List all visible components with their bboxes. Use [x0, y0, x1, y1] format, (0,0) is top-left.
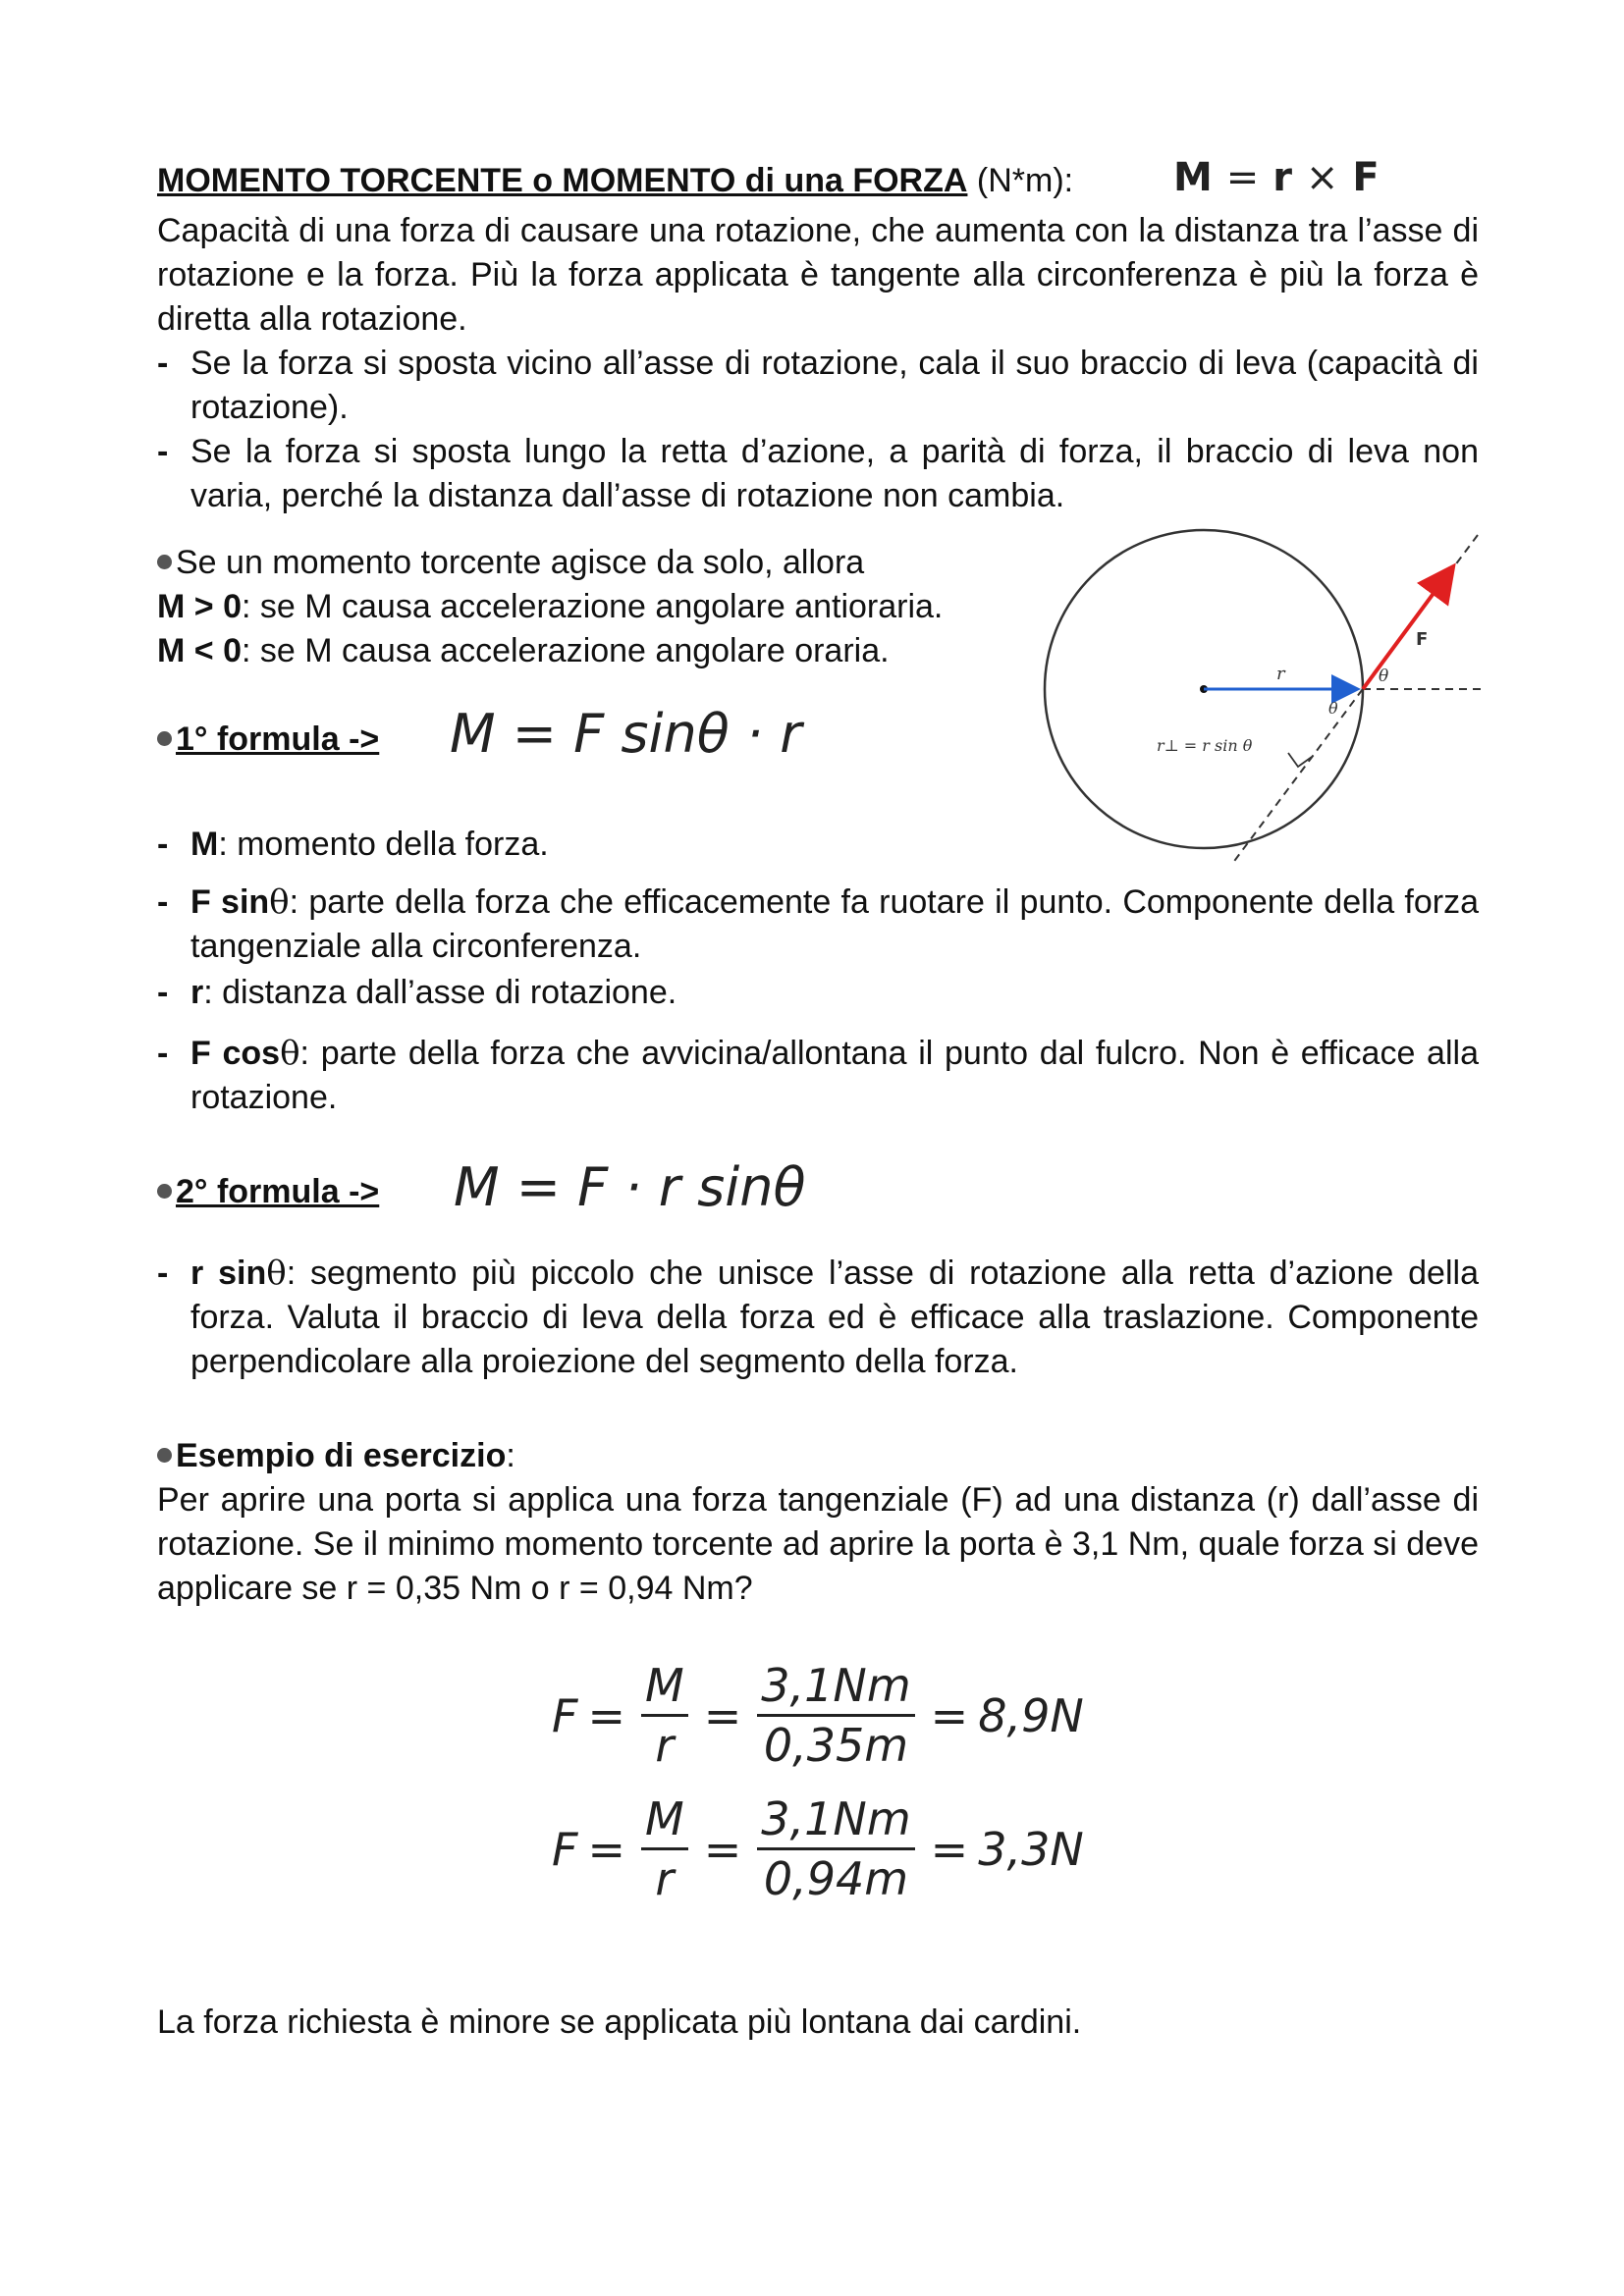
formula1-label-line [157, 718, 379, 761]
list-item [157, 430, 1479, 518]
dash-marker: - [157, 1255, 169, 1292]
example-text: Per aprire una porta si applica una forza tangenziale (F) ad una distanza (r) dall’asse di rotazione. Se il minimo momento torcente ad aprire la porta è 3,1 Nm, quale forza si deve applicare se r = 0,35 Nm o r = 0,94 Nm? [157, 1481, 1479, 1607]
definition-item [157, 1252, 1479, 1384]
formula-cross: × [1305, 155, 1339, 200]
negative-label: M < 0 [157, 632, 242, 669]
dash-marker: - [157, 433, 169, 470]
eq-sign: = [587, 1822, 626, 1876]
eq-result: 8,9N [978, 1688, 1084, 1742]
positive-text: : se M causa accelerazione angolare antioraria. [241, 588, 944, 625]
fraction-denominator: r [655, 1719, 675, 1772]
negative-line [157, 629, 890, 672]
definition-text: : distanza dall’asse di rotazione. [203, 974, 677, 1011]
definition-item [157, 971, 1479, 1015]
definition-text: : parte della forza che avvicina/allontana il punto dal fulcro. Non è efficace alla rotazione. [190, 1035, 1479, 1116]
list-item [157, 342, 1479, 430]
dash-marker: - [157, 974, 169, 1011]
definition-term: F cos [190, 1035, 281, 1072]
page-title: MOMENTO TORCENTE o MOMENTO di una FORZA [157, 162, 968, 199]
list-item-text: Se la forza si sposta vicino all’asse di rotazione, cala il suo braccio di leva (capacità di rotazione). [190, 345, 1479, 426]
fraction-numeric [757, 1792, 914, 1905]
force-vector [1363, 569, 1451, 689]
title-unit: (N*m): [967, 162, 1074, 199]
dash-marker: - [157, 345, 169, 382]
formula-eq: = [1225, 155, 1260, 200]
right-angle-mark [1288, 753, 1312, 767]
bullet-dot-icon [157, 731, 172, 746]
fraction-numerator: M [641, 1659, 688, 1717]
eq-sign: = [703, 1688, 742, 1742]
eq-result: 3,3N [978, 1822, 1084, 1876]
bullet-dot-icon [157, 1448, 172, 1463]
dash-marker: - [157, 883, 169, 921]
alone-text: Se un momento torcente agisce da solo, allora [176, 544, 865, 581]
eq-sign: = [587, 1688, 626, 1742]
definition-item [157, 881, 1479, 969]
definition-item [157, 823, 1479, 867]
fraction-symbolic [641, 1659, 688, 1772]
theta-symbol: θ [269, 882, 290, 922]
fraction-symbolic [641, 1792, 688, 1905]
example-label-line [157, 1434, 515, 1477]
eq-sign: = [930, 1688, 969, 1742]
formula1-expression: M = F sinθ · r [450, 703, 802, 765]
label-theta: θ [1379, 667, 1389, 686]
definition-term: F sin [190, 883, 270, 921]
theta-symbol: θ [266, 1254, 287, 1293]
eq-lhs: F [552, 1688, 578, 1742]
negative-text: : se M causa accelerazione angolare oraria. [241, 632, 890, 669]
positive-line [157, 585, 943, 628]
formula1-label: 1° formula -> [176, 721, 380, 758]
fraction-numerator: 3,1Nm [757, 1659, 914, 1717]
fraction-numeric [757, 1659, 914, 1772]
equation-1 [552, 1659, 1084, 1772]
fraction-numerator: 3,1Nm [757, 1792, 914, 1850]
list-item-text: Se la forza si sposta lungo la retta d’azione, a parità di forza, il braccio di leva non varia, perché la distanza dall’asse di rotazione non cambia. [190, 433, 1479, 514]
fraction-denominator: 0,94m [763, 1852, 909, 1905]
formula2-label: 2° formula -> [176, 1173, 380, 1210]
bullet-dot-icon [157, 555, 172, 569]
label-theta-2: θ [1328, 699, 1338, 718]
formula-M: M [1173, 155, 1213, 200]
definition-term: r sin [190, 1255, 267, 1292]
formula-F: F [1352, 155, 1380, 200]
example-label: Esempio di esercizio [176, 1437, 507, 1474]
fraction-denominator: 0,35m [763, 1719, 909, 1772]
torque-diagram [1031, 525, 1502, 874]
bullet-dot-icon [157, 1184, 172, 1199]
title-line [157, 159, 1073, 202]
label-r: r [1276, 664, 1285, 684]
formula-r: r [1272, 155, 1292, 200]
label-F: F [1416, 629, 1429, 650]
equation-2 [552, 1792, 1084, 1905]
definition-text: : momento della forza. [218, 826, 549, 863]
label-r-perp: r⊥ = r sin θ [1157, 736, 1253, 755]
fraction-numerator: M [641, 1792, 688, 1850]
intro-paragraph: Capacità di una forza di causare una rotazione, che aumenta con la distanza tra l’asse di rotazione e la forza. Più la forza applicata è tangente alla circonferenza è più la forza è diretta alla rotazione. [157, 212, 1479, 338]
definition-term: M [190, 826, 219, 863]
definition-text: : segmento più piccolo che unisce l’asse di rotazione alla retta d’azione della forza. Valuta il braccio di leva della forza ed è efficace alla traslazione. Componente perpendicolare alla proiezione del segmento della forza. [190, 1255, 1479, 1380]
definition-text: : parte della forza che efficacemente fa ruotare il punto. Componente della forza tangenziale alla circonferenza. [190, 883, 1480, 965]
theta-symbol: θ [280, 1034, 300, 1073]
dash-marker: - [157, 1035, 169, 1072]
formula2-expression: M = F · r sinθ [454, 1156, 806, 1218]
formula2-label-line [157, 1170, 379, 1213]
example-colon: : [506, 1437, 515, 1474]
definition-term: r [190, 974, 204, 1011]
eq-sign: = [703, 1822, 742, 1876]
positive-label: M > 0 [157, 588, 242, 625]
eq-sign: = [930, 1822, 969, 1876]
dash-marker: - [157, 826, 169, 863]
alone-line [157, 541, 864, 584]
definition-item [157, 1032, 1479, 1120]
title-formula [1173, 155, 1380, 200]
fraction-denominator: r [655, 1852, 675, 1905]
eq-lhs: F [552, 1822, 578, 1876]
conclusion-text: La forza richiesta è minore se applicata più lontana dai cardini. [157, 2003, 1082, 2041]
